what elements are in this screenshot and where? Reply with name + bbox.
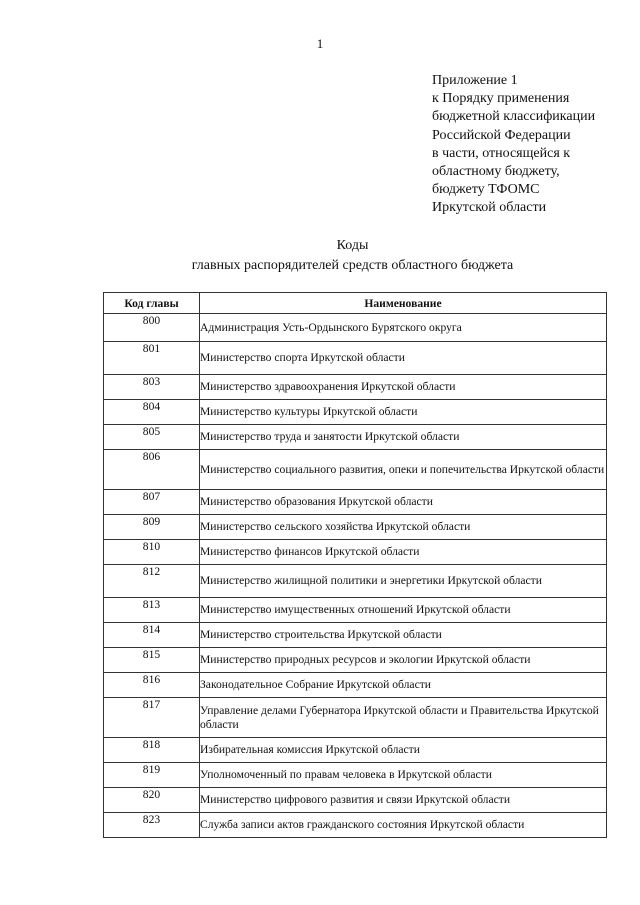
row-name: Министерство цифрового развития и связи Иркутской области: [200, 788, 607, 813]
row-code: 809: [104, 515, 200, 540]
row-code: 823: [104, 813, 200, 838]
row-code: 814: [104, 623, 200, 648]
annex-block: [432, 72, 595, 218]
row-name: Администрация Усть-Ордынского Бурятского округа: [200, 314, 607, 342]
table-row: [104, 400, 607, 425]
table-row: [104, 788, 607, 813]
header-name: Наименование: [200, 293, 607, 314]
table-row: [104, 490, 607, 515]
table-row: [104, 565, 607, 598]
page-number: 1: [316, 36, 324, 51]
row-code: 810: [104, 540, 200, 565]
table-row: [104, 763, 607, 788]
row-code: 815: [104, 648, 200, 673]
table-row: [104, 540, 607, 565]
row-name: Министерство здравоохранения Иркутской области: [200, 375, 607, 400]
annex-line: к Порядку применения: [432, 91, 570, 107]
table-row: [104, 698, 607, 738]
row-name: Министерство строительства Иркутской области: [200, 623, 607, 648]
table-row: [104, 314, 607, 342]
row-name: Управление делами Губернатора Иркутской области и Правительства Иркутской области: [200, 698, 607, 738]
row-code: 819: [104, 763, 200, 788]
row-name: Министерство культуры Иркутской области: [200, 400, 607, 425]
table-row: [104, 813, 607, 838]
table-row: [104, 515, 607, 540]
row-name: Министерство социального развития, опеки и попечительства Иркутской области: [200, 450, 607, 490]
document-heading: [0, 236, 640, 276]
table-row: [104, 425, 607, 450]
row-name: Министерство природных ресурсов и экологии Иркутской области: [200, 648, 607, 673]
table-header-row: [104, 293, 607, 314]
table-row: [104, 648, 607, 673]
annex-line: в части, относящейся к: [432, 145, 571, 161]
row-name: Законодательное Собрание Иркутской области: [200, 673, 607, 698]
row-name: Министерство труда и занятости Иркутской области: [200, 425, 607, 450]
annex-line: Иркутской области: [432, 200, 547, 216]
table-row: [104, 673, 607, 698]
annex-line: областному бюджету,: [432, 164, 560, 180]
table-row: [104, 738, 607, 763]
row-code: 801: [104, 342, 200, 375]
row-code: 805: [104, 425, 200, 450]
row-code: 804: [104, 400, 200, 425]
row-name: Министерство имущественных отношений Иркутской области: [200, 598, 607, 623]
row-code: 812: [104, 565, 200, 598]
heading-title: Коды: [336, 238, 369, 253]
row-code: 816: [104, 673, 200, 698]
row-code: 820: [104, 788, 200, 813]
row-code: 807: [104, 490, 200, 515]
table-row: [104, 342, 607, 375]
row-code: 806: [104, 450, 200, 490]
row-name: Избирательная комиссия Иркутской области: [200, 738, 607, 763]
header-code: Код главы: [104, 293, 200, 314]
annex-line: бюджетной классификации: [432, 109, 596, 125]
row-code: 803: [104, 375, 200, 400]
table-row: [104, 450, 607, 490]
row-code: 817: [104, 698, 200, 738]
row-code: 818: [104, 738, 200, 763]
codes-table: [103, 292, 607, 838]
annex-line: Приложение 1: [432, 73, 518, 88]
table-row: [104, 623, 607, 648]
row-name: Министерство жилищной политики и энергетики Иркутской области: [200, 565, 607, 598]
row-name: Министерство финансов Иркутской области: [200, 540, 607, 565]
row-code: 813: [104, 598, 200, 623]
row-name: Министерство образования Иркутской области: [200, 490, 607, 515]
row-code: 800: [104, 314, 200, 342]
heading-subtitle: главных распорядителей средств областного бюджета: [191, 258, 514, 273]
annex-line: бюджету ТФОМС: [432, 182, 540, 198]
row-name: Служба записи актов гражданского состояния Иркутской области: [200, 813, 607, 838]
table-row: [104, 375, 607, 400]
annex-line: Российской Федерации: [432, 127, 571, 143]
row-name: Министерство спорта Иркутской области: [200, 342, 607, 375]
row-name: Уполномоченный по правам человека в Иркутской области: [200, 763, 607, 788]
row-name: Министерство сельского хозяйства Иркутской области: [200, 515, 607, 540]
table-row: [104, 598, 607, 623]
